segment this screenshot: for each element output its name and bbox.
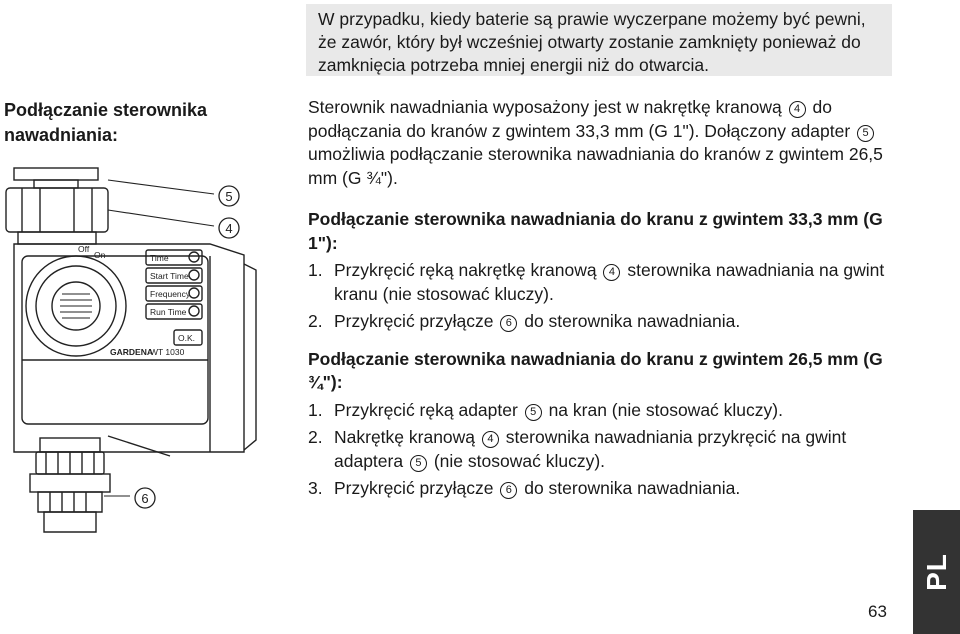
- coupling-top-ring: [14, 168, 98, 180]
- section1-steps: [308, 259, 898, 334]
- battery-note: W przypadku, kiedy baterie są prawie wyczerpane możemy być pewni, że zawór, który był wcześniej otwarty zostanie zamknięty ponieważ do zamknięcia potrzeba mniej energii niż do otwarcia.: [306, 4, 892, 76]
- callout-4: [219, 218, 239, 238]
- list-item: 2. Przykręcić przyłącze 6 do sterownika nawadniania.: [308, 311, 741, 331]
- page-number: 63: [868, 602, 887, 621]
- button-run-time-label: Run Time: [150, 307, 187, 317]
- dial-on-label: On: [94, 250, 106, 260]
- side-heading-line1: Podłączanie sterownika: [4, 100, 208, 120]
- side-heading: [4, 98, 207, 148]
- model-label: WT 1030: [150, 347, 185, 357]
- callout-5: [219, 186, 239, 206]
- intro-paragraph: Sterownik nawadniania wyposażony jest w nakrętkę kranową 4 do podłączania do kranów z gwintem 33,3 mm (G 1"). Dołączony adapter 5 umożliwia podłączanie sterownika nawadniania do kranów z gwintem 26,5 mm (G ¾").: [308, 97, 883, 188]
- ref-4-marker: 4: [789, 101, 806, 118]
- button-time-label: Time: [150, 253, 169, 263]
- list-item: 2. Nakrętkę kranową 4 sterownika nawadniania przykręcić na gwint adaptera 5 (nie stosować kluczy).: [308, 427, 847, 471]
- controller-illustration: [0, 160, 300, 540]
- svg-text:6: 6: [141, 491, 149, 506]
- svg-text:4: 4: [225, 221, 233, 236]
- callout-6: [135, 488, 155, 508]
- language-tab-label: PL: [920, 553, 952, 591]
- button-frequency-label: Frequency: [150, 289, 191, 299]
- list-item: 3. Przykręcić przyłącze 6 do sterownika nawadniania.: [308, 478, 741, 498]
- side-heading-line2: nawadniania:: [4, 125, 119, 145]
- ref-5-marker: 5: [857, 125, 874, 142]
- brand-label: GARDENA: [110, 347, 153, 357]
- svg-text:5: 5: [225, 189, 233, 204]
- list-item: 1. Przykręcić ręką adapter 5 na kran (nie stosować kluczy).: [308, 399, 783, 420]
- language-tab: [913, 510, 960, 634]
- button-ok-label: O.K.: [178, 333, 196, 343]
- dial-off-label: Off: [78, 244, 90, 254]
- list-item: 1. Przykręcić ręką nakrętkę kranową 4 sterownika nawadniania na gwint kranu (nie stosować kluczy).: [308, 260, 885, 304]
- section2-heading: Podłączanie sterownika nawadniania do kranu z gwintem 26,5 mm (G ¾"):: [308, 348, 883, 392]
- section2-steps: [308, 399, 898, 501]
- button-start-time-label: Start Time: [150, 271, 189, 281]
- main-text: [308, 96, 898, 501]
- section1-heading: Podłączanie sterownika nawadniania do kranu z gwintem 33,3 mm (G 1"):: [308, 209, 883, 253]
